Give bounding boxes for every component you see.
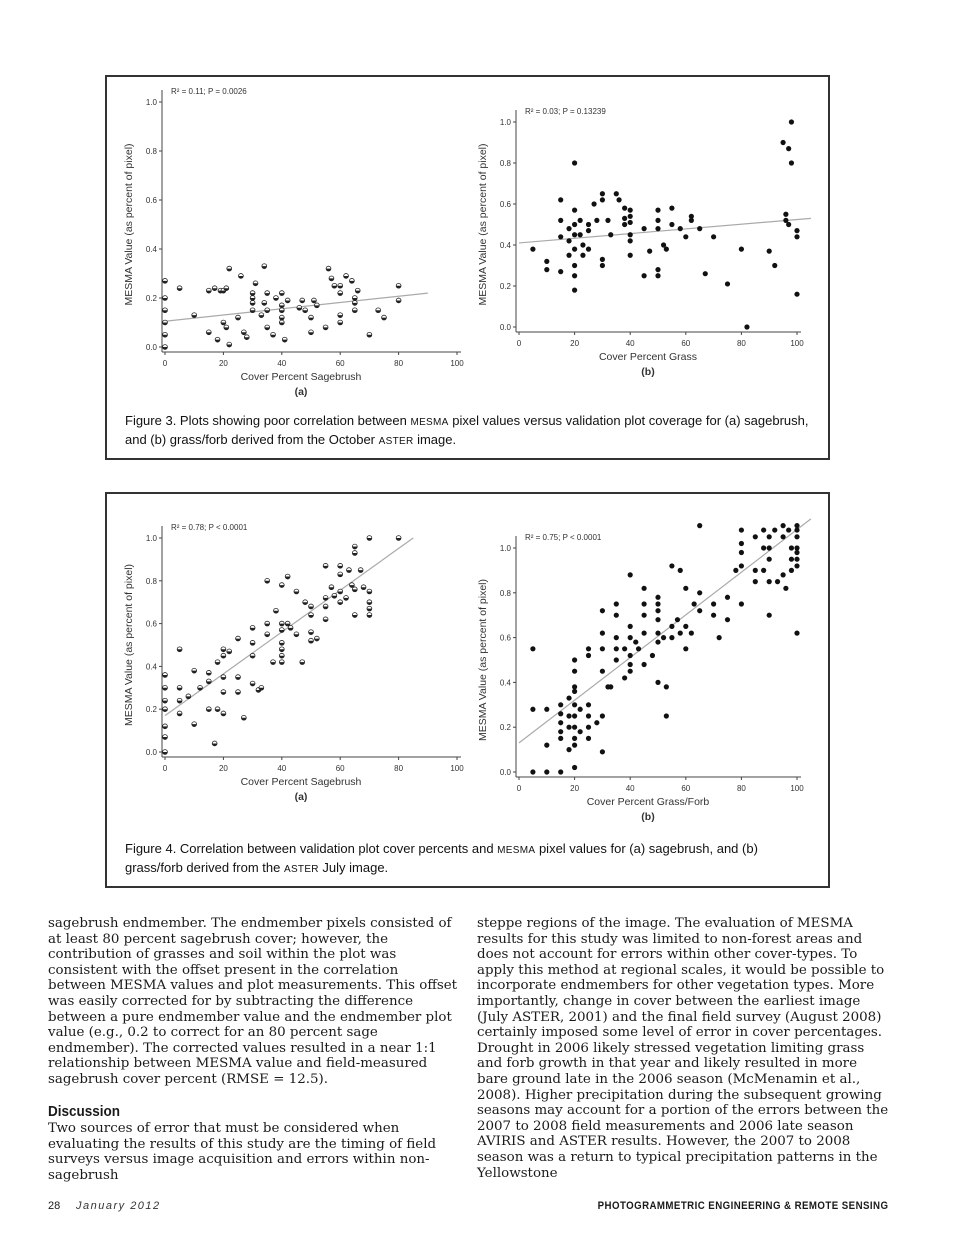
panel-label: (b)	[641, 366, 655, 378]
x-axis-title: Cover Percent Grass/Forb	[586, 796, 710, 808]
y-axis-title: MESMA Value (as percent of pixel)	[123, 143, 135, 306]
data-point	[558, 197, 563, 202]
data-point	[655, 218, 660, 223]
data-point	[661, 635, 666, 640]
data-point	[689, 631, 694, 636]
page-number: 28	[48, 1200, 61, 1212]
y-tick-label: 1.0	[145, 98, 157, 107]
data-point	[586, 646, 591, 651]
data-point	[739, 247, 744, 252]
section-heading: Discussion	[48, 1102, 121, 1120]
x-tick-label: 0	[162, 359, 168, 368]
data-point	[753, 579, 758, 584]
data-point	[761, 545, 766, 550]
data-point	[566, 747, 571, 752]
data-point	[608, 684, 613, 689]
data-point	[566, 238, 571, 243]
data-point	[614, 657, 619, 662]
data-point	[580, 253, 585, 258]
data-point	[600, 257, 605, 262]
panel-label: (b)	[641, 811, 655, 823]
y-tick-label: 1.0	[499, 544, 511, 553]
data-point	[753, 534, 758, 539]
y-tick-label: 0.2	[145, 705, 157, 715]
y-tick-label: 0.4	[499, 678, 511, 688]
y-tick-label: 1.0	[145, 534, 157, 543]
data-point	[608, 232, 613, 237]
x-tick-label: 100	[450, 359, 464, 368]
data-point	[544, 707, 549, 712]
figure-3-plots	[107, 77, 828, 407]
y-tick-label: 0.2	[145, 294, 157, 303]
data-point	[786, 527, 791, 532]
data-point	[600, 713, 605, 718]
data-point	[572, 232, 577, 237]
x-axis-title: Cover Percent Grass	[598, 351, 698, 363]
data-point	[703, 271, 708, 276]
data-point	[692, 601, 697, 606]
data-point	[697, 226, 702, 231]
data-point	[578, 232, 583, 237]
x-tick-label: 20	[218, 764, 228, 773]
x-tick-label: 100	[790, 784, 804, 793]
y-tick-label: 0.6	[499, 200, 511, 209]
issue-date: January 2012	[76, 1200, 161, 1212]
data-point	[650, 653, 655, 658]
data-point	[586, 228, 591, 233]
data-point	[578, 218, 583, 223]
data-point	[789, 119, 794, 124]
figure-4a-plot	[123, 523, 464, 803]
data-point	[775, 579, 780, 584]
data-point	[739, 563, 744, 568]
data-point	[586, 713, 591, 718]
data-point	[622, 675, 627, 680]
data-point	[622, 216, 627, 221]
body-paragraph: Two sources of error that must be considered when evaluating the results of this study are the timing of field surveys versus image acquisition and errors within non-sagebrush	[48, 1121, 437, 1183]
x-tick-label: 0	[162, 764, 168, 773]
y-tick-label: 0.2	[499, 282, 511, 291]
data-point	[622, 646, 627, 651]
y-tick-label: 0.6	[499, 633, 511, 643]
x-tick-label: 20	[218, 359, 228, 368]
data-point	[794, 292, 799, 297]
data-point	[655, 617, 660, 622]
y-tick-label: 0.6	[145, 196, 157, 205]
data-point	[655, 680, 660, 685]
data-point	[669, 563, 674, 568]
data-point	[628, 669, 633, 674]
data-point	[794, 545, 799, 550]
data-point	[794, 631, 799, 636]
data-point	[655, 273, 660, 278]
data-point	[628, 653, 633, 658]
data-point	[655, 608, 660, 613]
data-point	[572, 736, 577, 741]
y-axis-title: MESMA Value (as percent of pixel)	[477, 143, 489, 306]
data-point	[789, 568, 794, 573]
data-point	[614, 191, 619, 196]
data-point	[572, 222, 577, 227]
data-point	[578, 729, 583, 734]
data-point	[789, 545, 794, 550]
data-point	[697, 523, 702, 528]
stats-annotation: R² = 0.78; P < 0.0001	[171, 523, 248, 532]
data-point	[614, 635, 619, 640]
data-point	[558, 729, 563, 734]
data-point	[614, 601, 619, 606]
figure-4-plots	[107, 494, 828, 834]
data-point	[761, 568, 766, 573]
y-axis-title: MESMA Value (as percent of pixel)	[477, 578, 489, 742]
data-point	[744, 324, 749, 329]
data-point	[794, 523, 799, 528]
data-point	[594, 218, 599, 223]
data-point	[669, 624, 674, 629]
data-point	[767, 545, 772, 550]
data-point	[772, 263, 777, 268]
x-tick-label: 100	[790, 339, 804, 348]
data-point	[794, 563, 799, 568]
data-point	[591, 201, 596, 206]
y-tick-label: 0.8	[499, 588, 511, 598]
data-point	[530, 247, 535, 252]
regression-line	[165, 293, 428, 321]
data-point	[783, 212, 788, 217]
data-point	[628, 624, 633, 629]
data-point	[675, 617, 680, 622]
data-point	[614, 613, 619, 618]
y-tick-label: 0.8	[145, 576, 157, 586]
x-tick-label: 60	[681, 339, 691, 348]
data-point	[783, 586, 788, 591]
data-point	[683, 646, 688, 651]
data-point	[794, 234, 799, 239]
data-point	[739, 601, 744, 606]
data-point	[767, 534, 772, 539]
data-point	[642, 226, 647, 231]
x-tick-label: 60	[681, 784, 691, 793]
y-tick-label: 0.4	[145, 662, 157, 672]
page-footer	[48, 1200, 888, 1216]
y-tick-label: 0.0	[499, 323, 511, 332]
data-point	[789, 160, 794, 165]
data-point	[572, 702, 577, 707]
data-point	[600, 197, 605, 202]
data-point	[566, 253, 571, 258]
data-point	[794, 557, 799, 562]
data-point	[616, 197, 621, 202]
data-point	[655, 639, 660, 644]
data-point	[678, 631, 683, 636]
data-point	[572, 684, 577, 689]
data-point	[697, 590, 702, 595]
y-tick-label: 0.8	[145, 147, 157, 156]
data-point	[572, 669, 577, 674]
data-point	[544, 769, 549, 774]
data-point	[530, 769, 535, 774]
panel-label: (a)	[294, 386, 308, 398]
x-axis-title: Cover Percent Sagebrush	[240, 371, 362, 383]
data-point	[622, 206, 627, 211]
data-point	[689, 214, 694, 219]
data-point	[558, 218, 563, 223]
data-point	[767, 579, 772, 584]
data-point	[739, 550, 744, 555]
data-point	[558, 711, 563, 716]
x-tick-label: 20	[570, 339, 580, 348]
data-point	[711, 601, 716, 606]
y-tick-label: 0.8	[499, 159, 511, 168]
data-point	[678, 226, 683, 231]
y-tick-label: 0.0	[145, 343, 157, 352]
x-tick-label: 80	[736, 784, 746, 793]
data-point	[572, 208, 577, 213]
data-point	[628, 635, 633, 640]
data-point	[683, 586, 688, 591]
data-point	[786, 222, 791, 227]
data-point	[558, 234, 563, 239]
data-point	[636, 646, 641, 651]
data-point	[572, 743, 577, 748]
data-point	[544, 259, 549, 264]
data-point	[586, 222, 591, 227]
data-point	[566, 713, 571, 718]
data-point	[697, 608, 702, 613]
data-point	[647, 249, 652, 254]
data-point	[566, 725, 571, 730]
data-point	[600, 749, 605, 754]
data-point	[789, 557, 794, 562]
data-point	[678, 568, 683, 573]
data-point	[739, 541, 744, 546]
y-tick-label: 0.4	[499, 241, 511, 250]
data-point	[664, 247, 669, 252]
data-point	[572, 273, 577, 278]
figure-3b-plot	[477, 107, 811, 378]
left-column	[48, 916, 460, 1184]
data-point	[664, 684, 669, 689]
data-point	[628, 572, 633, 577]
y-tick-label: 0.4	[145, 245, 157, 254]
data-point	[642, 586, 647, 591]
journal-title: PHOTOGRAMMETRIC ENGINEERING & REMOTE SENSING	[597, 1200, 888, 1212]
data-point	[642, 601, 647, 606]
right-column	[477, 916, 889, 1181]
data-point	[794, 534, 799, 539]
y-tick-label: 0.0	[145, 748, 157, 757]
data-point	[767, 613, 772, 618]
data-point	[572, 689, 577, 694]
data-point	[572, 263, 577, 268]
regression-line	[519, 519, 811, 743]
data-point	[566, 695, 571, 700]
y-axis-title: MESMA Value (as percent of pixel)	[123, 563, 135, 727]
body-paragraph: steppe regions of the image. The evaluation of MESMA results for this study was limited to non-forest areas and does not account for errors within other cover-types. To apply this method at regional scales, it would be possible to incorporate endmembers for other vegetation types. More importantly, change in cover between the earliest image (July ASTER, 2001) and the final field survey (August 2008) certainly imposed some level of error in cover percentages. Drought in 2006 likely stressed vegetation limiting grass and forb growth in that year and likely resulted in more bare ground late in the 2006 season (McMenamin et al., 2008). Higher precipitation during the subsequent growing seasons may account for a portion of the errors between the 2007 to 2008 field measurements and 2006 late season AVIRIS and ASTER results. However, the 2007 to 2008 season was a return to typical precipitation patterns in the Yellowstone	[477, 916, 889, 1181]
data-point	[767, 249, 772, 254]
data-point	[600, 669, 605, 674]
data-point	[669, 206, 674, 211]
y-tick-label: 0.2	[499, 723, 511, 733]
data-point	[544, 743, 549, 748]
data-point	[530, 707, 535, 712]
x-tick-label: 40	[277, 359, 287, 368]
data-point	[711, 234, 716, 239]
data-point	[655, 595, 660, 600]
data-point	[586, 653, 591, 658]
x-tick-label: 40	[625, 339, 635, 348]
x-tick-label: 100	[450, 764, 464, 773]
data-point	[605, 218, 610, 223]
x-tick-label: 80	[394, 764, 404, 773]
data-point	[711, 613, 716, 618]
data-point	[614, 646, 619, 651]
data-point	[794, 550, 799, 555]
data-point	[600, 608, 605, 613]
stats-annotation: R² = 0.75; P < 0.0001	[525, 533, 602, 542]
body-paragraph: sagebrush endmember. The endmember pixels consisted of at least 80 percent sagebrush cover; however, the contribution of grasses and soil within the plot was consistent with the offset present in the correlation between MESMA values and plot measurements. This offset was easily corrected for by subtracting the difference between a pure endmember value and the endmember plot value (e.g., 0.2 to correct for an 80 percent sage endmember). The corrected values resulted in a near 1:1 relationship between MESMA value and field-measured sagebrush cover percent (RMSE = 12.5).	[48, 916, 458, 1087]
data-point	[594, 720, 599, 725]
data-point	[655, 226, 660, 231]
data-point	[628, 238, 633, 243]
data-point	[600, 631, 605, 636]
x-tick-label: 80	[394, 359, 404, 368]
data-point	[794, 527, 799, 532]
data-point	[628, 662, 633, 667]
data-point	[781, 523, 786, 528]
data-point	[628, 214, 633, 219]
data-point	[772, 527, 777, 532]
data-point	[794, 228, 799, 233]
figure-3-caption: Figure 3. Plots showing poor correlation between MESMA pixel values versus validation plot coverage for (a) sagebrush, and (b) grass/forb derived from the October ASTER image.	[125, 413, 809, 447]
data-point	[600, 191, 605, 196]
x-tick-label: 60	[335, 764, 345, 773]
data-point	[725, 281, 730, 286]
data-point	[600, 646, 605, 651]
data-point	[761, 527, 766, 532]
x-tick-label: 20	[570, 784, 580, 793]
data-point	[655, 267, 660, 272]
data-point	[572, 247, 577, 252]
data-point	[558, 269, 563, 274]
data-point	[628, 232, 633, 237]
data-point	[683, 234, 688, 239]
data-point	[580, 242, 585, 247]
y-tick-label: 0.0	[499, 768, 511, 777]
data-point	[628, 208, 633, 213]
data-point	[586, 736, 591, 741]
data-point	[600, 263, 605, 268]
data-point	[642, 631, 647, 636]
data-point	[664, 713, 669, 718]
data-point	[781, 534, 786, 539]
y-tick-label: 0.6	[145, 619, 157, 629]
data-point	[558, 720, 563, 725]
data-point	[655, 631, 660, 636]
data-point	[586, 702, 591, 707]
x-tick-label: 40	[625, 784, 635, 793]
figure-4-caption: Figure 4. Correlation between validation plot cover percents and MESMA pixel values for (a) sagebrush, and (b) grass/forb derived from the ASTER July image.	[125, 841, 758, 875]
x-tick-label: 80	[736, 339, 746, 348]
data-point	[739, 527, 744, 532]
figure-4b-plot	[477, 519, 811, 823]
data-point	[544, 267, 549, 272]
y-tick-label: 1.0	[499, 118, 511, 127]
data-point	[572, 657, 577, 662]
data-point	[642, 662, 647, 667]
regression-line	[519, 218, 811, 243]
x-tick-label: 0	[516, 339, 522, 348]
data-point	[558, 736, 563, 741]
data-point	[586, 247, 591, 252]
panel-label: (a)	[294, 791, 308, 803]
data-point	[642, 273, 647, 278]
data-point	[683, 624, 688, 629]
data-point	[622, 222, 627, 227]
data-point	[725, 595, 730, 600]
data-point	[642, 613, 647, 618]
stats-annotation: R² = 0.03; P = 0.13239	[525, 107, 606, 116]
x-tick-label: 60	[335, 359, 345, 368]
figure-4	[105, 492, 830, 888]
stats-annotation: R² = 0.11; P = 0.0026	[171, 87, 247, 96]
data-point	[566, 226, 571, 231]
data-point	[558, 702, 563, 707]
data-point	[753, 568, 758, 573]
data-point	[572, 725, 577, 730]
data-point	[655, 601, 660, 606]
data-point	[572, 713, 577, 718]
figure-3	[105, 75, 830, 460]
data-point	[655, 208, 660, 213]
data-point	[767, 557, 772, 562]
data-point	[578, 707, 583, 712]
data-point	[572, 288, 577, 293]
data-point	[725, 617, 730, 622]
data-point	[558, 769, 563, 774]
x-tick-label: 40	[277, 764, 287, 773]
data-point	[669, 635, 674, 640]
data-point	[717, 635, 722, 640]
data-point	[572, 160, 577, 165]
data-point	[786, 146, 791, 151]
data-point	[530, 646, 535, 651]
data-point	[733, 568, 738, 573]
data-point	[633, 639, 638, 644]
data-point	[628, 253, 633, 258]
data-point	[628, 220, 633, 225]
data-point	[781, 140, 786, 145]
figure-3a-plot	[123, 87, 464, 398]
data-point	[669, 222, 674, 227]
x-tick-label: 0	[516, 784, 522, 793]
data-point	[586, 725, 591, 730]
data-point	[781, 572, 786, 577]
x-axis-title: Cover Percent Sagebrush	[240, 776, 362, 788]
data-point	[572, 765, 577, 770]
